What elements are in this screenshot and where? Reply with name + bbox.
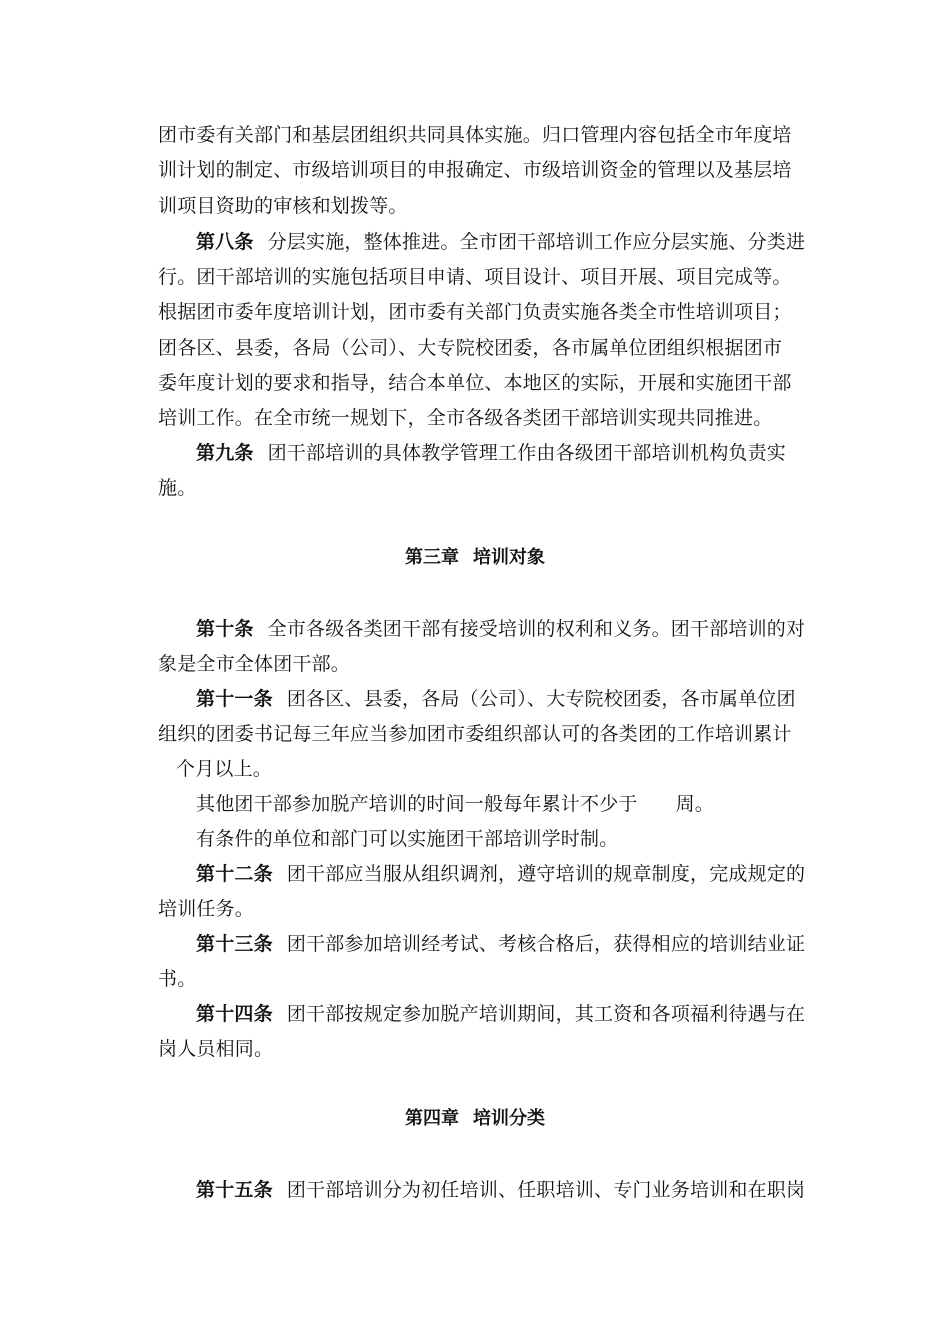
article-14-text: 团干部按规定参加脱产培训期间，其工资和各项福利待遇与在 bbox=[286, 1003, 806, 1025]
chapter-3-heading bbox=[0, 546, 950, 570]
chapter-4-number: 第四章 bbox=[405, 1108, 459, 1129]
paragraph-line: 象是全市全体团干部。 bbox=[158, 653, 351, 675]
article-13-first-line bbox=[196, 932, 805, 956]
article-14-first-line bbox=[196, 1002, 805, 1026]
chapter-3-title: 培训对象 bbox=[473, 547, 545, 568]
offjob-paragraph bbox=[196, 792, 714, 816]
article-8-first-line bbox=[196, 230, 805, 254]
article-11-label: 第十一条 bbox=[196, 688, 273, 710]
chapter-4-title: 培训分类 bbox=[473, 1108, 545, 1129]
article-9-text: 团干部培训的具体教学管理工作由各级团干部培训机构负责实 bbox=[267, 442, 787, 464]
article-8-label: 第八条 bbox=[196, 231, 254, 253]
paragraph-line: 培训工作。在全市统一规划下，全市各级各类团干部培训实现共同推进。 bbox=[158, 407, 773, 429]
offjob-text-before: 其他团干部参加脱产培训的时间一般每年累计不少于 bbox=[196, 793, 638, 815]
paragraph-line: 书。 bbox=[158, 968, 197, 990]
article-13-label: 第十三条 bbox=[196, 933, 273, 955]
paragraph-line: 根据团市委年度培训计划，团市委有关部门负责实施各类全市性培训项目； bbox=[158, 301, 792, 323]
paragraph-line: 团各区、县委，各局（公司）、大专院校团委，各市属单位团组织根据团市 bbox=[158, 337, 783, 359]
chapter-4-heading bbox=[0, 1107, 950, 1131]
chapter-3-number: 第三章 bbox=[405, 547, 459, 568]
paragraph-line: 训计划的制定、市级培训项目的申报确定、市级培训资金的管理以及基层培 bbox=[158, 159, 792, 181]
article-12-text: 团干部应当服从组织调剂，遵守培训的规章制度，完成规定的 bbox=[286, 863, 806, 885]
paragraph-line: 岗人员相同。 bbox=[158, 1038, 274, 1060]
article-15-first-line bbox=[196, 1178, 805, 1202]
article-8-text: 分层实施，整体推进。全市团干部培训工作应分层实施、分类进 bbox=[267, 231, 806, 253]
article-11-first-line bbox=[196, 687, 796, 711]
article-15-text: 团干部培训分为初任培训、任职培训、专门业务培训和在职岗 bbox=[286, 1179, 806, 1201]
paragraph-line: 个月以上。 bbox=[176, 758, 273, 780]
article-14-label: 第十四条 bbox=[196, 1003, 273, 1025]
article-15-label: 第十五条 bbox=[196, 1179, 273, 1201]
paragraph-line: 施。 bbox=[158, 477, 197, 499]
article-9-label: 第九条 bbox=[196, 442, 254, 464]
paragraph-line: 行。团干部培训的实施包括项目申请、项目设计、项目开展、项目完成等。 bbox=[158, 266, 792, 288]
article-12-label: 第十二条 bbox=[196, 863, 273, 885]
article-10-first-line bbox=[196, 617, 805, 641]
paragraph-line: 培训任务。 bbox=[158, 898, 255, 920]
article-9-first-line bbox=[196, 441, 786, 465]
paragraph-line: 团市委有关部门和基层团组织共同具体实施。归口管理内容包括全市年度培 bbox=[158, 124, 792, 146]
offjob-text-after: 周。 bbox=[675, 793, 715, 815]
paragraph-line: 训项目资助的审核和划拨等。 bbox=[158, 195, 408, 217]
article-11-text: 团各区、县委，各局（公司）、大专院校团委，各市属单位团 bbox=[286, 688, 796, 710]
paragraph-line: 委年度计划的要求和指导，结合本单位、本地区的实际，开展和实施团干部 bbox=[158, 372, 792, 394]
paragraph-line: 组织的团委书记每三年应当参加团市委组织部认可的各类团的工作培训累计 bbox=[158, 723, 792, 745]
article-12-first-line bbox=[196, 862, 805, 886]
article-10-text: 全市各级各类团干部有接受培训的权利和义务。团干部培训的对 bbox=[267, 618, 806, 640]
credit-paragraph: 有条件的单位和部门可以实施团干部培训学时制。 bbox=[196, 828, 619, 850]
article-10-label: 第十条 bbox=[196, 618, 254, 640]
article-13-text: 团干部参加培训经考试、考核合格后，获得相应的培训结业证 bbox=[286, 933, 806, 955]
